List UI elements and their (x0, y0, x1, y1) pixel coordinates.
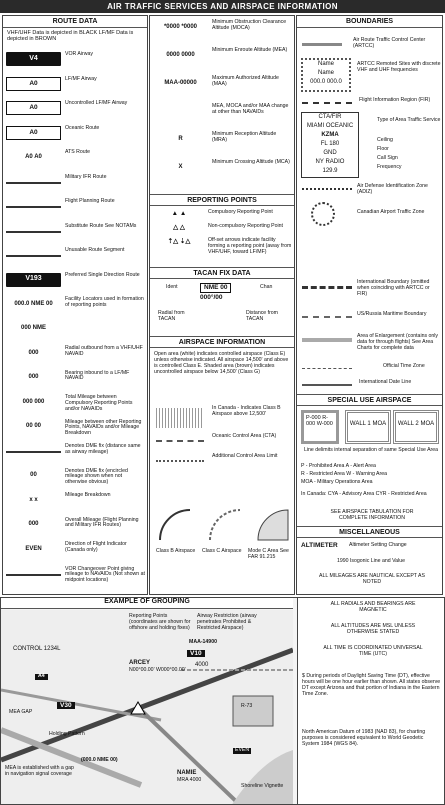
route-row (3, 224, 147, 240)
altitude-row (150, 20, 294, 46)
tacan-code: 000°/00 (200, 294, 223, 301)
route-row (3, 567, 147, 583)
altitude-symbol (153, 104, 208, 118)
route-label: LF/MF Airway (65, 75, 97, 82)
offset-arrows-label: Off-set arrows indicate facility forming a reporting point (away from VHF/UHF, toward LF/MF) (208, 237, 292, 255)
route-row (3, 297, 147, 313)
noncompulsory-rp-icon: △ △ (173, 224, 185, 231)
route-row (3, 444, 147, 460)
intl-boundary-label: International Boundary (omitted when coinciding with ARTCC or FIR) (357, 279, 430, 297)
altitude-symbol: *0000 *0000 (163, 23, 198, 30)
route-row (3, 322, 147, 338)
sua-codes-box: P-000 R-000 W-000 (301, 410, 339, 444)
grouping-heading: EXAMPLE OF GROUPING (1, 598, 293, 609)
tacan-radial: Radial from TACAN (158, 310, 185, 322)
route-symbol: EVEN (25, 545, 42, 552)
route-symbol: 00 (30, 472, 37, 479)
route-label: Preferred Single Direction Route (65, 271, 140, 278)
artcc-box (301, 58, 351, 92)
airspace-heading: AIRSPACE INFORMATION (150, 336, 294, 348)
fir-line (302, 102, 352, 104)
dateline-label: International Date Line (359, 379, 412, 385)
fir-floor-label: Floor (377, 146, 389, 152)
route-label: VOR Airway (65, 51, 93, 57)
timezone-line (302, 368, 352, 369)
route-row (3, 542, 147, 558)
route-data-heading: ROUTE DATA (3, 16, 147, 28)
grp-even: EVEN (235, 747, 250, 753)
route-symbol: 000 000 (22, 398, 45, 405)
fir-type-label: Type of Area Traffic Service (377, 117, 441, 123)
fir-box-id: KZMA (321, 132, 339, 138)
route-label: Military IFR Route (65, 173, 107, 180)
route-row (3, 101, 147, 117)
compulsory-rp-icon: ▲ ▲ (171, 210, 187, 217)
route-label: Substitute Route See NOTAMs (65, 222, 137, 229)
route-label: VOR Changeover Point giving mileage to NAVAIDs (Not shown at midpoint locations) (65, 565, 145, 584)
route-intro: VHF/UHF Data is depicted in BLACK LF/MF Data is depicted in BROWN (7, 30, 134, 43)
route-label: Direction of Flight Indicator (Canada only) (65, 541, 127, 553)
adiz-line (302, 188, 352, 190)
altitude-row (150, 48, 294, 74)
altitude-label: Minimum Enroute Altitude (MEA) (212, 47, 288, 53)
grp-alt1: 4000 (195, 662, 209, 668)
altitude-label: Minimum Crossing Altitude (MCA) (212, 159, 290, 165)
route-row (3, 199, 147, 215)
altitude-row (150, 132, 294, 158)
route-row (3, 273, 147, 289)
misc-note-1: ALL RADIALS AND BEARINGS ARE MAGNETIC (330, 601, 416, 613)
tacan-box: NME 00 (200, 283, 231, 293)
fir-box-type: CTA/FIR (318, 114, 342, 120)
fir-box-name: MIAMI OCEANIC (306, 123, 354, 129)
route-label: Denotes DME fix (distance same as airway mileage) (65, 443, 141, 455)
altitude-airspace-column (149, 15, 295, 595)
wall1-moa: WALL 1 MOA (345, 410, 391, 444)
route-row (3, 518, 147, 534)
grouping-example (0, 597, 445, 805)
boundaries-heading: BOUNDARIES (297, 16, 442, 28)
artcc-box-freq: 000.0 000.0 (310, 79, 342, 85)
grp-namie: NAMIE (177, 770, 197, 776)
grp-holding: Holding Pattern (49, 731, 85, 737)
grp-a4: A4 (35, 674, 48, 680)
fir-callsign-label: Call Sign (377, 155, 398, 161)
mode-c-label: Mode C Area See FAR 91.215 (248, 548, 289, 560)
boundaries-column (296, 15, 443, 595)
route-symbol (6, 231, 61, 233)
offset-arrows-row (150, 238, 294, 264)
artcc-box-name: Name (317, 61, 334, 67)
route-symbol (6, 206, 61, 208)
route-symbol (6, 451, 61, 453)
misc-note-0: ALL MILEAGES ARE NAUTICAL EXCEPT AS NOTED (319, 573, 425, 585)
sua-see: SEE AIRSPACE TABULATION FOR COMPLETE INFORMATION (330, 509, 414, 521)
route-row (3, 77, 147, 93)
fir-label: Flight Information Region (FIR) (359, 97, 431, 103)
sua-legend-0: P - Prohibited Area A - Alert Area (301, 463, 376, 469)
route-label: Mileage between other Reporting Points, NAVAIDs and/or Mileage Breakdown (65, 418, 142, 437)
route-label: Overall Mileage (Flight Planning and Military IFR Routes) (65, 516, 139, 529)
tacan-fix (150, 283, 294, 333)
enlargement-label: Area of Enlargement (contains only data for through flights) See Area Charts for complete data (357, 333, 439, 351)
altitude-symbol: X (178, 163, 183, 170)
route-label: Mileage Breakdown (65, 492, 111, 498)
route-row (3, 493, 147, 509)
grp-arcey-coord: N00°00.00' W000°00.00' (129, 667, 186, 673)
class-c-label: Class C Airspace (202, 548, 242, 554)
grp-rp-note: Reporting Points (coordinates are shown for offshore and holding fixes) (129, 613, 191, 631)
usrus-label: US/Russia Maritime Boundary (357, 311, 427, 317)
sua-delim-label: Line delimits internal separation of same Special Use Area (303, 447, 439, 453)
route-label: Total Mileage between Compulsory Reporting Points and/or NAVAIDs (65, 394, 133, 412)
route-symbol: V193 (6, 273, 61, 287)
altitude-label: Minimum Obstruction Clearance Altitude (MOCA) (212, 19, 287, 31)
route-symbol (6, 255, 61, 257)
grp-arcey: ARCEY (129, 660, 151, 666)
timezone-label: Official Time Zone (383, 363, 425, 369)
grp-mra: MRA 4000 (177, 777, 202, 783)
control-limit-label: Additional Control Area Limit (212, 453, 278, 459)
grp-r73: R-73 (241, 703, 253, 709)
altimeter-label: Altimeter Setting Change (349, 542, 407, 548)
sua-heading: SPECIAL USE AIRSPACE (297, 394, 442, 406)
route-row (3, 420, 147, 436)
route-label: Radial outbound from a VHF/UHF NAVAID (65, 345, 143, 357)
grp-shore: Shoreline Vignette (241, 783, 284, 789)
route-row (3, 126, 147, 142)
altitude-label: Maximum Authorized Altitude (MAA) (212, 75, 279, 87)
route-symbol (6, 182, 61, 184)
control-limit-line (156, 460, 204, 463)
class-b-canada-label: In Canada - Indicates Class B Airspace above 12,500' (212, 405, 281, 417)
nad-note: North American Datum of 1983 (NAD 83), for charting purposes is considered equivalent to World Geodetic System 1984 (WGS 84). (302, 729, 426, 747)
dst-note: $ During periods of Daylight Saving Time (DT), effective hours will be one hour earlier than shown. All states observe DT except Arizona and that portion of Indiana in the Eastern Time Zone. (302, 673, 441, 697)
dateline-line (302, 384, 352, 386)
sua-legend-2: MOA - Military Operations Area (301, 479, 373, 485)
usrus-line (302, 316, 352, 318)
misc-heading: MISCELLANEOUS (297, 526, 442, 538)
route-symbol: A0 (6, 77, 61, 91)
fir-box (301, 112, 359, 178)
grp-control1: CONTROL 1234L (13, 646, 61, 652)
reporting-points-heading: REPORTING POINTS (150, 194, 294, 206)
oceanic-cta-line (156, 440, 204, 443)
tacan-chan: Chan (260, 284, 273, 290)
route-row (3, 395, 147, 411)
route-symbol: V4 (6, 52, 61, 66)
fir-freq-label: Frequency (377, 164, 402, 170)
sua-canada: In Canada: CYA - Advisory Area CYR - Restricted Area (301, 491, 427, 497)
route-row (3, 346, 147, 362)
route-symbol: A0 A0 (25, 153, 42, 160)
fir-box-ceiling: FL 180 (320, 141, 340, 147)
altimeter-symbol: ALTIMETER (301, 542, 338, 549)
class-b-canada-swatch (156, 408, 204, 428)
canadian-zone-label: Canadian Airport Traffic Zone (357, 209, 425, 215)
route-symbol: A0 (6, 101, 61, 115)
intl-boundary-line (302, 286, 352, 289)
wall2-moa: WALL 2 MOA (393, 410, 439, 444)
isogonic-label: 1990 Isogonic Line and Value (337, 558, 405, 564)
altitude-row (150, 76, 294, 102)
artcc-label: Air Route Traffic Control Center (ARTCC) (353, 37, 426, 49)
route-label: ATS Route (65, 149, 90, 155)
grp-nme: (000.0 NME 00) (81, 757, 118, 763)
altitude-label: Minimum Reception Altitude (MRA) (212, 131, 277, 143)
tacan-ident: Ident (166, 284, 178, 290)
noncompulsory-rp-row (150, 224, 294, 237)
airspace-intro: Open area (white) indicates controlled airspace (Class E) unless otherwise indicated. All airspace 14,500' and above is controlled Class E. Shaded area (brown) indicates uncontrolled airspace below 14,500' (Class G) (154, 351, 289, 375)
route-symbol: x x (29, 496, 38, 503)
fir-ceiling-label: Ceiling (377, 137, 393, 143)
route-symbol: A0 (6, 126, 61, 140)
grp-v10: V10 (187, 650, 205, 657)
route-symbol: 000 (28, 521, 39, 528)
altitude-symbol: MAA-00000 (164, 79, 197, 86)
offset-arrow-icon: ⇡△ ⇣△ (167, 238, 191, 245)
misc-notes-block (297, 598, 444, 805)
grp-v30: V30 (57, 702, 75, 709)
route-symbol: 00 00 (25, 423, 41, 430)
grp-meagap: MEA GAP (9, 709, 33, 715)
grp-maa: MAA-14900 (189, 639, 217, 645)
artcc-line (302, 43, 342, 46)
misc-note-2: ALL ALTITUDES ARE MSL UNLESS OTHERWISE STATED (330, 623, 416, 635)
fir-box-floor: GND (323, 150, 337, 156)
grp-restrict: Airway Restriction (airway penetrates Prohibited & Restricted Airspace) (197, 613, 257, 631)
route-symbol: 000.0 NME 00 (14, 300, 53, 307)
tacan-distance: Distance from TACAN (246, 310, 278, 322)
artcc-remote-label: ARTCC Remoted Sites with discrete VHF and UHF frequencies (357, 61, 441, 73)
route-label: Bearing inbound to a LF/MF NAVAID (65, 369, 130, 382)
route-data-column (2, 15, 148, 595)
route-label: Unusable Route Segment (65, 247, 125, 253)
class-airspace-symbols (150, 496, 295, 546)
sua-legend-1: R - Restricted Area W - Warning Area (301, 471, 388, 477)
route-row (3, 371, 147, 387)
altitude-symbol: 0000 0000 (166, 51, 195, 58)
oceanic-cta-label: Oceanic Control Area (CTA) (212, 433, 277, 439)
route-symbol: 000 NME (20, 325, 46, 332)
route-row (3, 248, 147, 264)
adiz-label: Air Defense Identification Zone (ADIZ) (357, 183, 428, 195)
route-symbol (6, 574, 61, 576)
fir-box-freq: 129.9 (322, 168, 338, 174)
page-title: AIR TRAFFIC SERVICES AND AIRSPACE INFORMATION (0, 0, 445, 13)
route-row (3, 175, 147, 191)
route-label: Oceanic Route (65, 124, 100, 131)
route-row (3, 469, 147, 485)
altitude-row (150, 160, 294, 186)
class-b-label: Class B Airspace (156, 548, 196, 554)
altitude-row (150, 104, 294, 130)
route-row (3, 52, 147, 68)
route-label: Denotes DME fix (encircled mileage shown when not otherwise obvious) (65, 467, 128, 486)
misc-note-3: ALL TIME IS COORDINATED UNIVERSAL TIME (UTC) (323, 645, 423, 657)
compulsory-rp-row (150, 210, 294, 223)
noncompulsory-rp-label: Non-compulsory Reporting Point (208, 223, 283, 229)
fir-box-callsign: NY RADIO (315, 159, 345, 165)
route-symbol: 000 (28, 349, 39, 356)
compulsory-rp-label: Compulsory Reporting Point (208, 209, 273, 215)
grp-mea-note: MEA is established with a gap in navigation signal coverage (5, 765, 74, 777)
altitude-symbol: R (178, 135, 183, 142)
route-label: Facility Locators used in formation of reporting points (65, 296, 144, 308)
artcc-box-sub: Name (317, 70, 334, 76)
route-label: Flight Planning Route (65, 198, 115, 204)
tacan-heading: TACAN FIX DATA (150, 267, 294, 279)
altitude-label: MEA, MOCA and/or MAA change at other than NAVAIDs (212, 103, 289, 115)
route-symbol: 000 (28, 374, 39, 381)
canadian-zone-symbol (311, 202, 335, 226)
route-row (3, 150, 147, 166)
route-label: Uncontrolled LF/MF Airway (65, 100, 128, 106)
